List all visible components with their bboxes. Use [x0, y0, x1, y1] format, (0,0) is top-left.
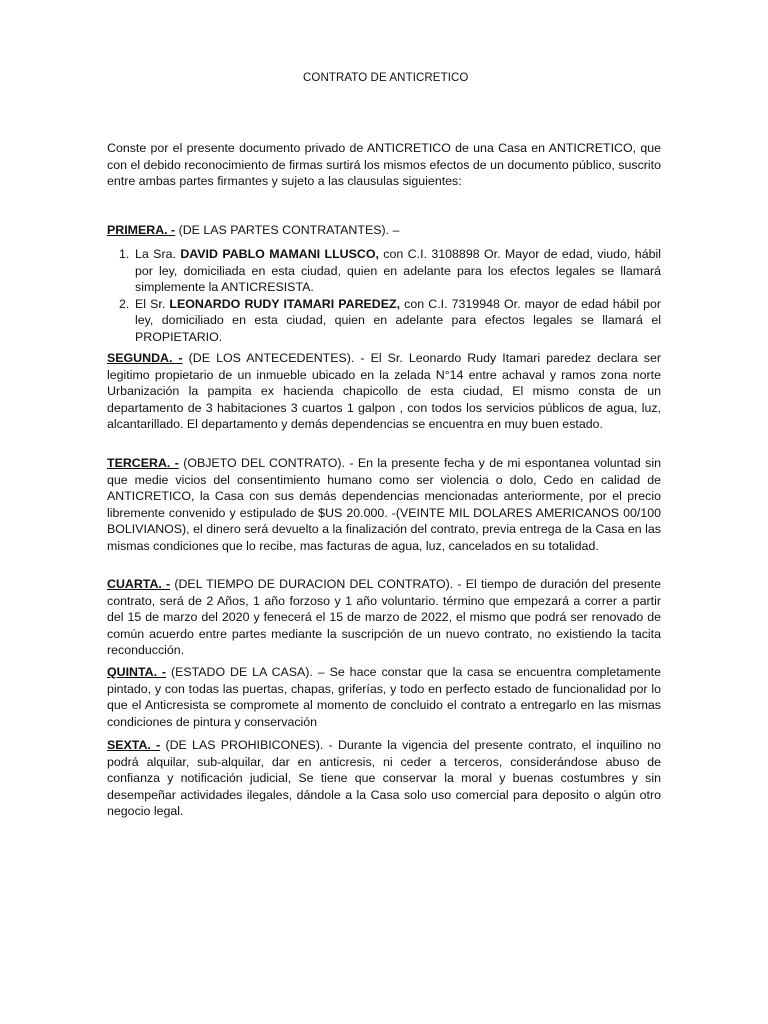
clause-label: CUARTA. - — [107, 577, 171, 591]
clause-segunda — [107, 350, 661, 433]
intro-paragraph: Conste por el presente documento privado de ANTICRETICO de una Casa en ANTICRETICO, que con el debido reconocimiento de firmas surtirá los mismos efectos de un documento público, suscrito entre ambas partes firmantes y sujeto a las clausulas siguientes: — [107, 141, 661, 189]
clause-label: QUINTA. - — [107, 665, 167, 679]
list-number: 2. — [119, 296, 130, 311]
clause-tercera — [107, 455, 661, 555]
party-name: LEONARDO RUDY ITAMARI PAREDEZ, — [169, 296, 401, 311]
party-text: con C.I. 3108898 Or. Mayor de edad, viudo, hábil por ley, domiciliada en esta ciudad, quien en adelante para los efectos legales se llamará simplemente la ANTICRESISTA. — [135, 247, 661, 295]
document-title: CONTRATO DE ANTICRETICO — [303, 72, 469, 84]
parties-list — [107, 246, 661, 346]
party-prefix: La Sra. — [135, 247, 181, 261]
party-prefix: El Sr. — [135, 296, 170, 311]
clause-primera-heading — [107, 222, 399, 239]
party-item — [119, 246, 661, 296]
party-name: DAVID PABLO MAMANI LLUSCO, — [180, 247, 379, 261]
clause-label: PRIMERA. - — [107, 223, 176, 237]
clause-text: (DE LOS ANTECEDENTES). - El Sr. Leonardo Rudy Itamari paredez declara ser legitimo propietario de un inmueble ubicado en la zelada N°14 entre achaval y ramos zona norte Urbanización la pampita ex hacienda chapicollo de esta ciudad, El mismo consta de un departamento de 3 habitaciones 3 cuartos 1 galpon , con todos los servicios públicos de agua, luz, alcantarillado. El departamento y demás dependencias se encuentra en muy buen estado. — [107, 351, 661, 432]
clause-text: (OBJETO DEL CONTRATO). - En la presente fecha y de mi espontanea voluntad sin que medie vicios del consentimiento humano como ser violencia o dolo, Cedo en calidad de ANTICRETICO, la Casa con sus demás dependencias mencionadas anteriormente, por el precio libremente convenido y estipulado de $US 20.000. -(VEINTE MIL DOLARES AMERICANOS 00/100 BOLIVIANOS), el dinero será devuelto a la finalización del contrato, previa entrega de la Casa en las mismas condiciones que lo recibe, mas facturas de agua, luz, cancelados en su totalidad. — [107, 456, 661, 553]
party-text: con C.I. 7319948 Or. mayor de edad hábil por ley, domiciliado en esta ciudad, quien en adelante para efectos legales se llamará el PROPIETARIO. — [135, 296, 661, 344]
clause-label: TERCERA. - — [107, 456, 179, 470]
clause-heading-text: (DE LAS PARTES CONTRATANTES). – — [175, 223, 400, 237]
list-number: 1. — [119, 247, 130, 261]
clause-text: (DEL TIEMPO DE DURACION DEL CONTRATO). - El tiempo de duración del presente contrato, será de 2 Años, 1 año forzoso y 1 año voluntario. término que empezará a correr a partir del 15 de marzo del 2020 y fenecerá el 15 de marzo de 2022, el mismo que podrá ser renovado de común acuerdo entre partes mediante la suscripción de un nuevo contrato, no existiendo la tacita reconducción. — [107, 577, 661, 658]
party-item — [119, 296, 661, 346]
clause-label: SEXTA. - — [107, 738, 161, 752]
clause-cuarta — [107, 576, 661, 659]
clause-text: (DE LAS PROHIBICONES). - Durante la vigencia del presente contrato, el inquilino no podrá alquilar, sub-alquilar, dar en anticresis, ni ceder a terceros, considerándose abuso de confianza y notificación judicial, Se tiene que conservar la moral y buenas costumbres y sin desempeñar actividades ilegales, dándole a la Casa solo uso comercial para deposito o algún otro negocio legal. — [107, 738, 662, 819]
clause-quinta — [107, 664, 661, 730]
clause-text: (ESTADO DE LA CASA). – Se hace constar que la casa se encuentra completamente pintado, y con todas las puertas, chapas, griferías, y todo en perfecto estado de funcionalidad por lo que el Anticresista se compromete al momento de concluido el contrato a entregarlo en las mismas condiciones de pintura y conservación — [107, 665, 661, 729]
clause-sexta — [107, 737, 661, 820]
clause-label: SEGUNDA. - — [107, 351, 183, 365]
